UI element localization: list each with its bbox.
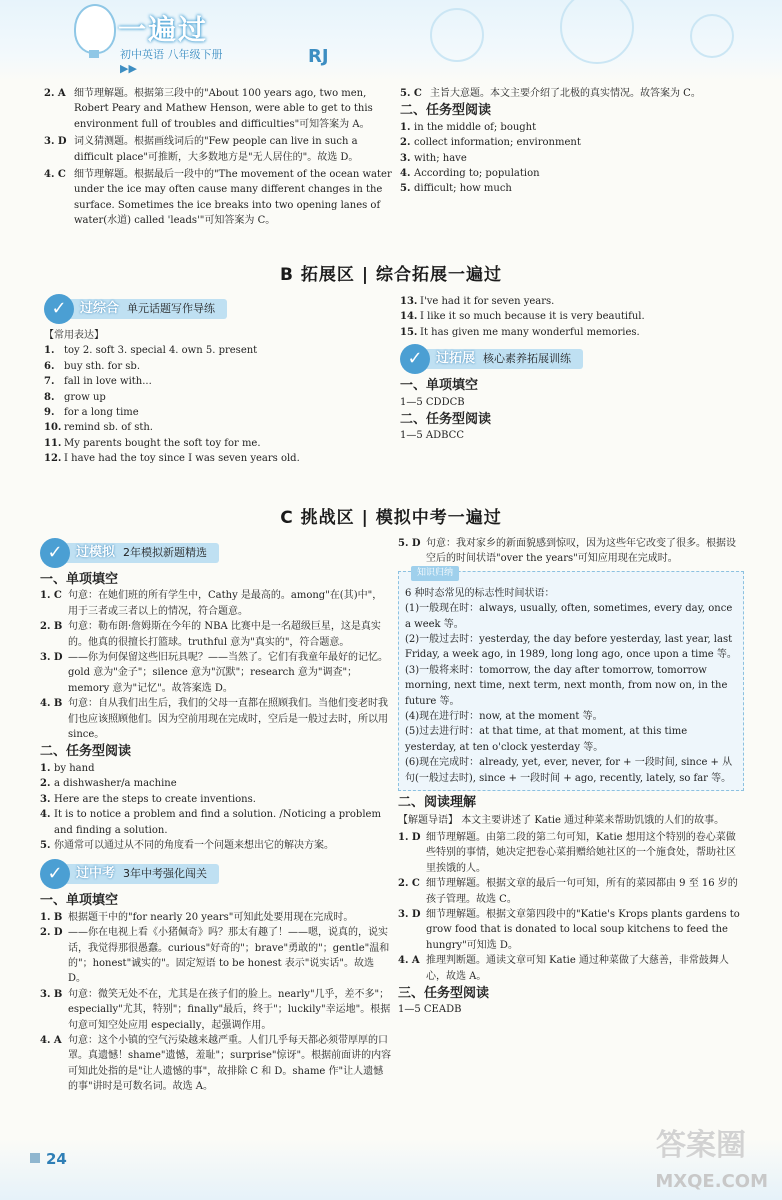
answer-item: 2. collect information; environment [400,137,581,149]
answer-item: 5. D 句意：我对家乡的新面貌感到惊叹，因为这些年它改变了很多。根据设空后的时间状语"over the years"可知应用现在完成时。 [398,538,736,565]
answer-item: 11. My parents bought the soft toy for me. [44,437,261,449]
brand-subtitle: 初中英语 八年级下册 ▶▶ [120,48,223,75]
answer-item: 3. Here are the steps to create inventions. [40,793,256,805]
reading-guide: 【解题导语】 本文主要讲述了 Katie 通过种菜来帮助饥饿的人们的故事。 [398,814,725,826]
answer-item: 4. A 句意：这个小镇的空气污染越来越严重。人们几乎每天都必须带厚厚的口罩。真遗憾！shame"遗憾，羞耻"；surprise"惊讶"。根据前面讲的内容可知此处指的是"让人遗憾的事"，故排除 C 和 D。shame 作"让人遗憾的事"讲时是可数名词。故选 A。 [40,1034,392,1093]
answer-item: 15. It has given me many wonderful memories. [400,326,640,338]
zone-b-title: B 拓展区 | 综合拓展一遍过 [280,265,502,285]
answer-item: 7. fall in love with... [44,376,152,388]
answer-item: 12. I have had the toy since I was seven years old. [44,453,300,465]
banner-bar: 过中考 3年中考强化闯关 [58,864,219,884]
page-number: 24 [46,1150,67,1168]
banner-simulation [40,538,392,568]
answer-item: 2. B 句意：勒布朗·詹姆斯在今年的 NBA 比赛中是一名超级巨星，这是真实的。他真的很擅长打篮球。truthful 意为"真实的"，符合题意。 [40,621,381,648]
decorative-circle [560,0,634,64]
answer-item: 3. B 句意：微笑无处不在，尤其是在孩子们的脸上。nearly"几乎，差不多"；especially"尤其，特别"；finally"最后，终于"；luckily"幸运地"。根据句意可知空处应用 especially，起强调作用。 [40,988,391,1031]
balloon-icon [74,4,116,54]
answer-item: 8. grow up [44,391,106,403]
section-heading: 二、任务型阅读 [400,412,492,428]
banner-comprehensive [44,294,392,324]
watermark-logo: 答案圈 [656,1128,746,1163]
banner-exam [40,859,392,889]
knowledge-summary-box [398,567,744,791]
decorative-circle [690,14,734,58]
watermark-url: MXQE.COM [655,1171,768,1192]
answer-item: 2. D ——你在电视上看《小猪佩奇》吗？那太有趣了！——嗯，说真的，说实话，我觉得那很愚蠢。curious"好奇的"；brave"勇敢的"；gentle"温和的"；honest"诚实的"。固定短语 to be honest 表示"说实话"。故选 D。 [40,927,390,985]
section-heading: 二、阅读理解 [398,795,477,811]
answer-item: 10. remind sb. of sth. [44,422,153,434]
footer-mark-icon [30,1153,40,1163]
answer-item: 1. by hand [40,762,95,774]
check-icon: ✓ [40,538,70,568]
answer-item: 3. with; have [400,152,467,164]
answer-item: 1. C 句意：在她们班的所有学生中，Cathy 是最高的。among"在(其)中"，用于三者或三者以上的情况，符合题意。 [40,590,383,617]
answer-line: 1—5 ADBCC [400,430,464,442]
section-heading: 一、单项填空 [400,378,479,394]
tip-line: (3)一般将来时：tomorrow, the day after tomorrow, tomorrow morning, next time, next term, next month, from now on, in the future 等。 [405,664,728,707]
brand-logo [60,2,329,75]
top-right-column [400,86,745,197]
tip-line: (5)过去进行时：at that time, at that moment, at this time yesterday, at ten o'clock yesterday 等。 [405,726,688,753]
zone-b-right [400,294,745,444]
tip-line: (4)现在进行时：now, at the moment 等。 [405,711,603,723]
common-expressions-label: 【常用表达】 [44,330,104,341]
answer-item: 5. difficult; how much [400,183,512,195]
tip-line: (2)一般过去时：yesterday, the day before yesterday, last year, last Friday, a week ago, in 1989, long long ago, once upon a time 等。 [405,634,737,661]
section-heading: 一、单项填空 [40,572,119,587]
section-heading: 一、单项填空 [40,893,119,909]
banner-bar: 过拓展 核心素养拓展训练 [418,349,583,369]
answer-item: 4. It is to notice a problem and find a solution. /Noticing a problem and finding a solution. [40,809,381,836]
decorative-circle [430,8,484,62]
zone-c-title: C 挑战区 | 模拟中考一遍过 [280,508,502,528]
top-left-column [44,86,392,229]
check-icon: ✓ [44,294,74,324]
answer-item: 3. D 细节理解题。根据文章第四段中的"Katie's Krops plants gardens to grow food that is donated to local soup kitchens to feed the hungry"可知选 D。 [398,908,740,951]
tip-line: (1)一般现在时：always, usually, often, sometimes, every day, once a week 等。 [405,603,733,630]
banner-expansion [400,344,745,374]
section-heading: 三、任务型阅读 [398,985,490,1001]
answer-item: 13. I've had it for seven years. [400,296,555,307]
answer-line: 1—5 CEADB [398,1004,462,1016]
zone-c-right [398,536,744,1018]
banner-bar: 过模拟 2年模拟新题精选 [58,543,219,563]
answer-item: 1. in the middle of; bought [400,121,537,133]
section-heading: 二、任务型阅读 [400,103,492,119]
section-heading: 二、任务型阅读 [40,744,132,760]
page-header [0,0,782,80]
answer-item: 2. A 细节理解题。根据第三段中的"About 100 years ago, two men, Robert Peary and Mathew Henson, were able to get to this environment full of troubles and difficulties"可知答案为 A。 [44,88,373,130]
answer-item: 4. C 细节理解题。根据最后一段中的"The movement of the ocean water under the ice may often cause many different changes in the surface. Sometimes the ice breaks into two opening lanes of water(水道) called 'leads'"可知答案为 C。 [44,169,392,227]
answer-item: 5. 你通常可以通过从不同的角度看一个问题来想出它的解决方案。 [40,839,334,851]
answer-item: 9. for a long time [44,407,139,419]
answer-line: 1—5 CDDCB [400,396,465,408]
answer-item: 4. According to; population [400,168,540,180]
answer-item: 14. I like it so much because it is very beautiful. [400,311,645,323]
answer-item: 5. C 主旨大意题。本文主要介绍了北极的真实情况。故答案为 C。 [400,88,701,99]
answer-item: 1. toy 2. soft 3. special 4. own 5. present [44,345,258,357]
answer-item: 3. D ——你为何保留这些旧玩具呢？——当然了。它们有我童年最好的记忆。gold 意为"金子"；silence 意为"沉默"；research 意为"调查"；memory 意为"记忆"。故答案选 D。 [40,652,388,694]
answer-item: 6. buy sth. for sb. [44,360,141,372]
answer-item: 3. D 词义猜测题。根据画线词后的"Few people can live in such a difficult place"可推断，大多数地方是"无人居住的"。故选 D。 [44,136,359,163]
check-icon: ✓ [400,344,430,374]
brand-title: 一遍过 [118,13,209,46]
answer-item: 1. D 细节理解题。由第二段的第二句可知，Katie 想用这个特别的卷心菜做些特别的事情，她决定把卷心菜捐赠给她社区的一个施食处，帮助社区里挨饿的人。 [398,831,736,874]
brand-edition: RJ [308,46,329,67]
knowledge-summary-label: 知识归纳 [411,566,459,581]
answer-item: 2. C 细节理解题。根据文章的最后一句可知，所有的菜园都由 9 至 16 岁的孩子管理。故选 C。 [398,878,738,905]
check-icon: ✓ [40,859,70,889]
tip-title: 6 种时态常见的标志性时间状语： [405,587,555,599]
banner-bar: 过综合 单元话题写作导练 [62,299,227,319]
zone-b-left [44,292,392,467]
zone-c-left [40,536,392,1095]
tip-line: (6)现在完成时：already, yet, ever, never, for + 一段时间, since + 从句(一般过去时), since + 一段时间 + ago, recently, lately, so far 等。 [405,757,733,784]
answer-item: 4. B 句意：自从我们出生后，我们的父母一直都在照顾我们。当他们变老时我们也应该照顾他们。因为空前用现在完成时，空后是一般过去时，所以用 since。 [40,698,388,741]
answer-item: 4. A 推理判断题。通读文章可知 Katie 通过种菜做了大慈善，非常鼓舞人心，故选 A。 [398,955,729,982]
answer-item: 2. a dishwasher/a machine [40,778,177,790]
answer-item: 1. B 根据题干中的"for nearly 20 years"可知此处要用现在完成时。 [40,911,354,923]
